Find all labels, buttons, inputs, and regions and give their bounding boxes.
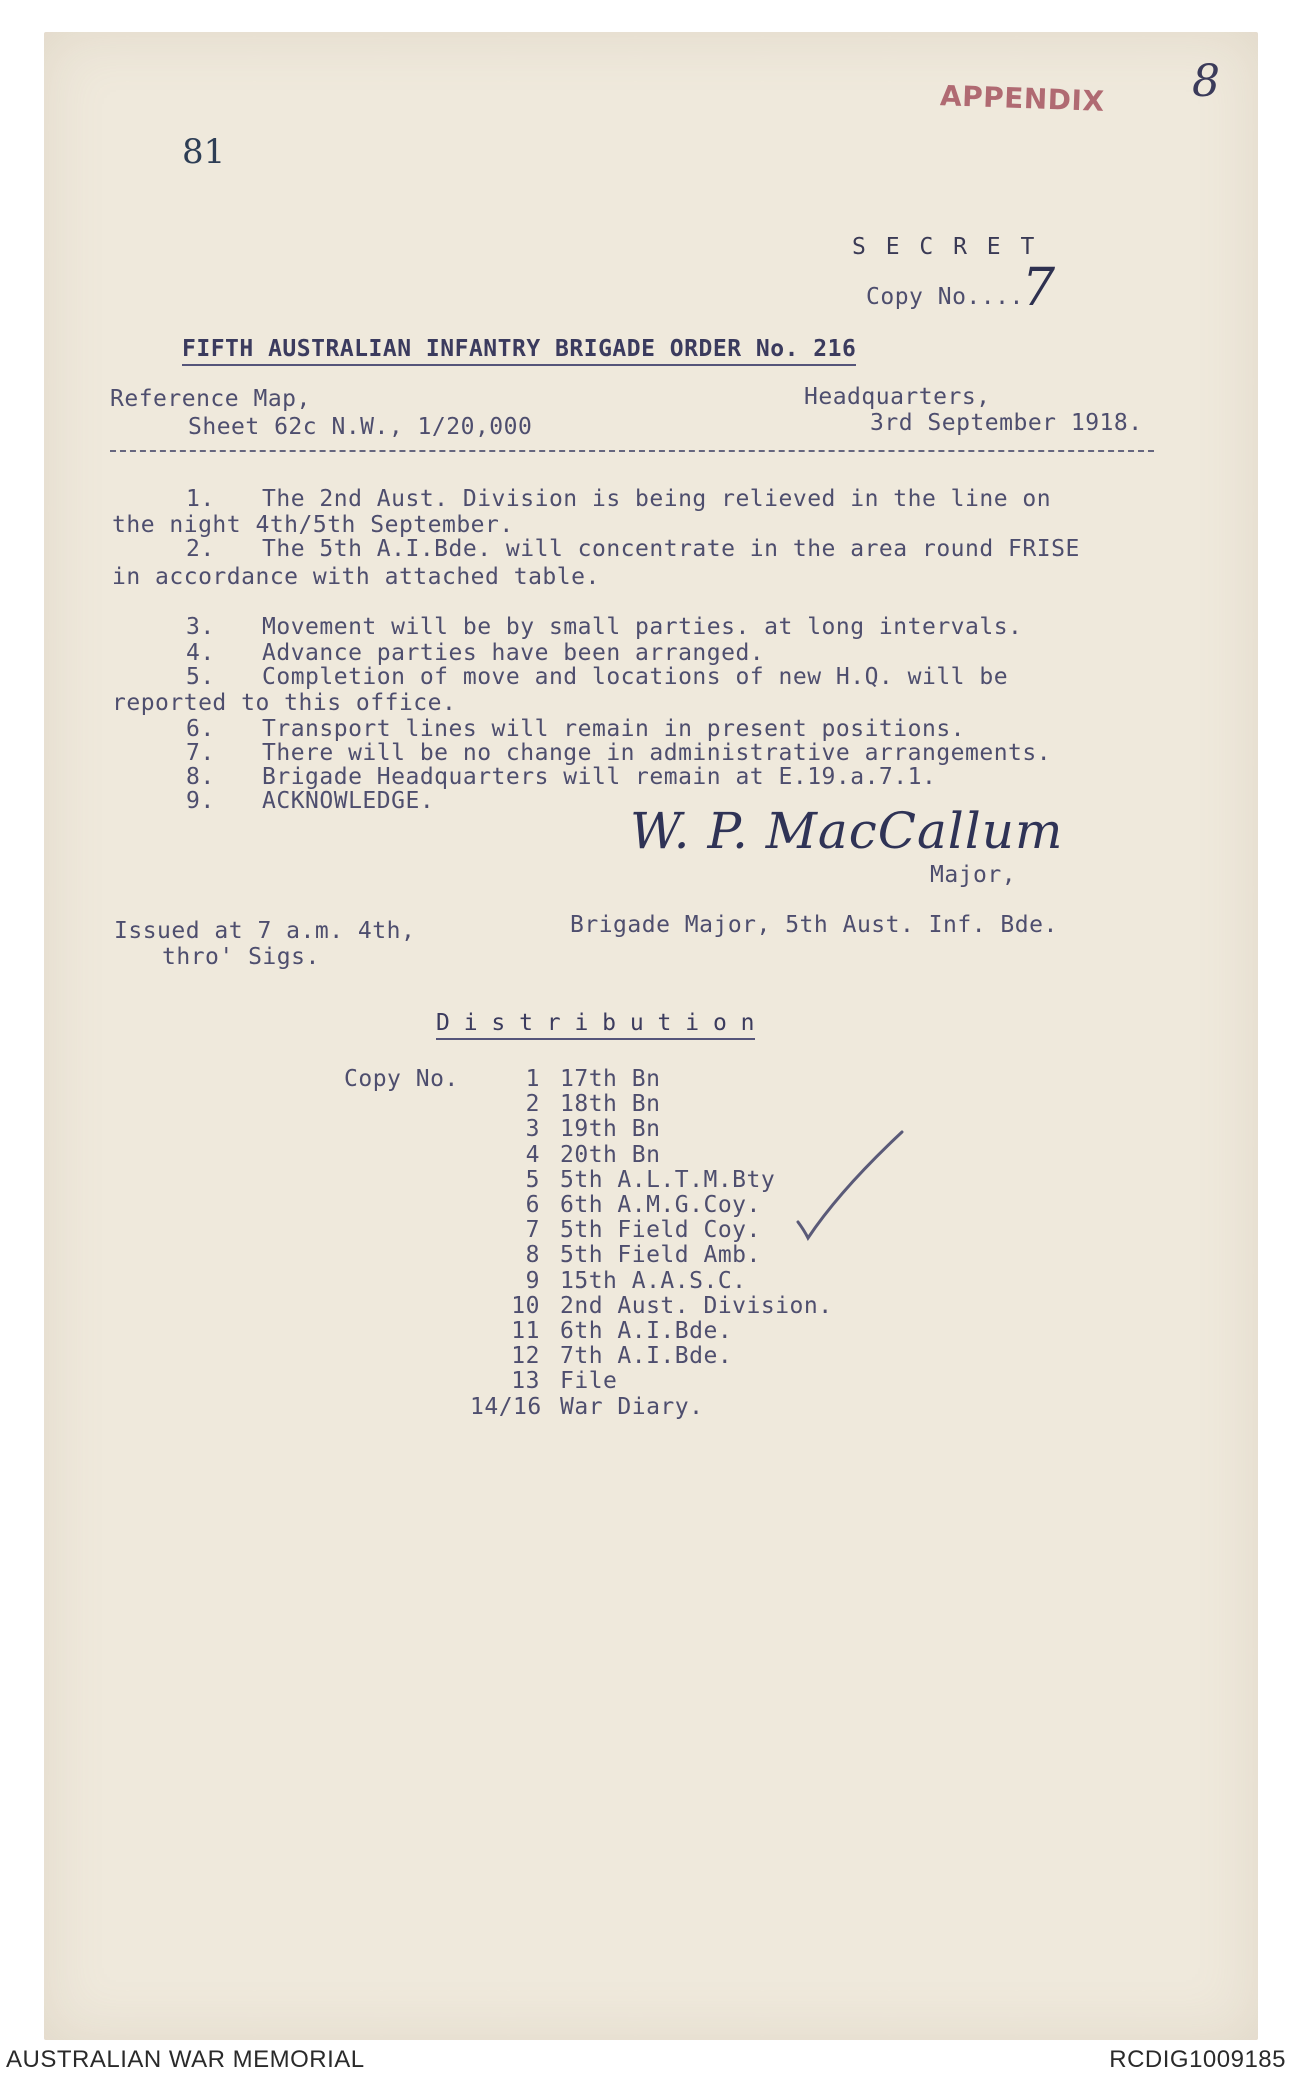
signatory-title: Brigade Major, 5th Aust. Inf. Bde. [570,912,1058,938]
distribution-title: D i s t r i b u t i o n [436,1010,755,1040]
distribution-unit: 19th Bn [560,1116,661,1143]
distribution-copy-number: 8 [525,1242,540,1269]
distribution-copy-number: 11 [511,1318,540,1344]
distribution-copy-number: 13 [511,1368,540,1395]
distribution-copy-number: 1 [525,1066,540,1092]
distribution-copy-number: 10 [511,1292,540,1319]
copy-number-label: Copy No.... [866,284,1024,310]
paragraph-continuation: the night 4th/5th September. [112,512,514,538]
distribution-unit: 15th A.A.S.C. [560,1267,747,1294]
paragraph-number: 3. [186,614,215,640]
distribution-unit: 17th Bn [560,1066,661,1092]
paragraph-number: 4. [186,640,215,666]
distribution-unit: 6th A.M.G.Coy. [560,1192,761,1218]
classification: S E C R E T [852,234,1038,260]
paragraph-text: Completion of move and locations of new H.Q. will be [262,664,1009,690]
paragraph-text: ACKNOWLEDGE. [262,788,435,814]
distribution-unit: 2nd Aust. Division. [560,1292,833,1319]
footer-source: AUSTRALIAN WAR MEMORIAL [6,2046,365,2073]
distribution-copy-number: 4 [525,1141,540,1168]
paragraph-text: The 5th A.I.Bde. will concentrate in the area round FRISE [262,536,1080,562]
distribution-copy-number: 3 [525,1116,540,1143]
distribution-unit: 5th Field Amb. [560,1242,761,1269]
distribution-copy-number: 14/16 [470,1393,542,1420]
distribution-copy-number: 5 [525,1166,540,1193]
handwritten-copy-number: 7 [1022,258,1056,318]
order-date: 3rd September 1918. [870,410,1143,436]
distribution-unit: 5th A.L.T.M.Bty [560,1166,776,1193]
distribution-copy-number: 2 [525,1091,540,1118]
paragraph-number: 6. [186,716,215,742]
page-number: 81 [182,132,226,172]
paragraph-number: 7. [186,740,215,766]
footer-id: RCDIG1009185 [1109,2046,1286,2073]
distribution-unit: 5th Field Coy. [560,1217,761,1244]
paragraph-number: 2. [186,536,215,562]
separator-line [110,450,1154,452]
paragraph-continuation: in accordance with attached table. [112,564,600,590]
paragraph-text: Movement will be by small parties. at long intervals. [262,614,1023,640]
paragraph-text: Brigade Headquarters will remain at E.19.a.7.1. [262,764,937,790]
distribution-unit: 20th Bn [560,1141,661,1168]
distribution-unit: 18th Bn [560,1091,661,1118]
issued-via: thro' Sigs. [162,944,320,970]
paragraph-text: Transport lines will remain in present positions. [262,716,966,742]
headquarters: Headquarters, [804,384,991,410]
signature: W. P. MacCallum [630,802,1064,860]
distribution-unit: File [560,1368,618,1395]
distribution-unit: 7th A.I.Bde. [560,1343,733,1370]
distribution-copy-number: 7 [525,1217,540,1244]
tick-mark-icon [790,1130,910,1242]
copy-no-label: Copy No. [344,1066,459,1092]
paragraph-number: 1. [186,486,215,512]
paragraph-number: 8. [186,764,215,790]
distribution-unit: 6th A.I.Bde. [560,1318,733,1344]
paragraph-continuation: reported to this office. [112,690,457,716]
paragraph-text: Advance parties have been arranged. [262,640,765,666]
handwritten-annotation: 8 [1192,56,1220,107]
reference-map: Reference Map, [110,386,311,412]
order-title: FIFTH AUSTRALIAN INFANTRY BRIGADE ORDER No. 216 [182,336,856,366]
issued-time: Issued at 7 a.m. 4th, [114,918,416,944]
paragraph-text: There will be no change in administrative arrangements. [262,740,1052,766]
paragraph-text: The 2nd Aust. Division is being relieved in the line on [262,486,1052,512]
appendix-stamp: APPENDIX [939,79,1106,118]
reference-sheet: Sheet 62c N.W., 1/20,000 [188,414,533,440]
distribution-copy-number: 12 [511,1343,540,1370]
distribution-unit: War Diary. [560,1393,704,1420]
distribution-copy-number: 9 [525,1267,540,1294]
signatory-rank: Major, [930,862,1017,888]
distribution-copy-number: 6 [525,1192,540,1218]
paragraph-number: 9. [186,788,215,814]
paragraph-number: 5. [186,664,215,690]
